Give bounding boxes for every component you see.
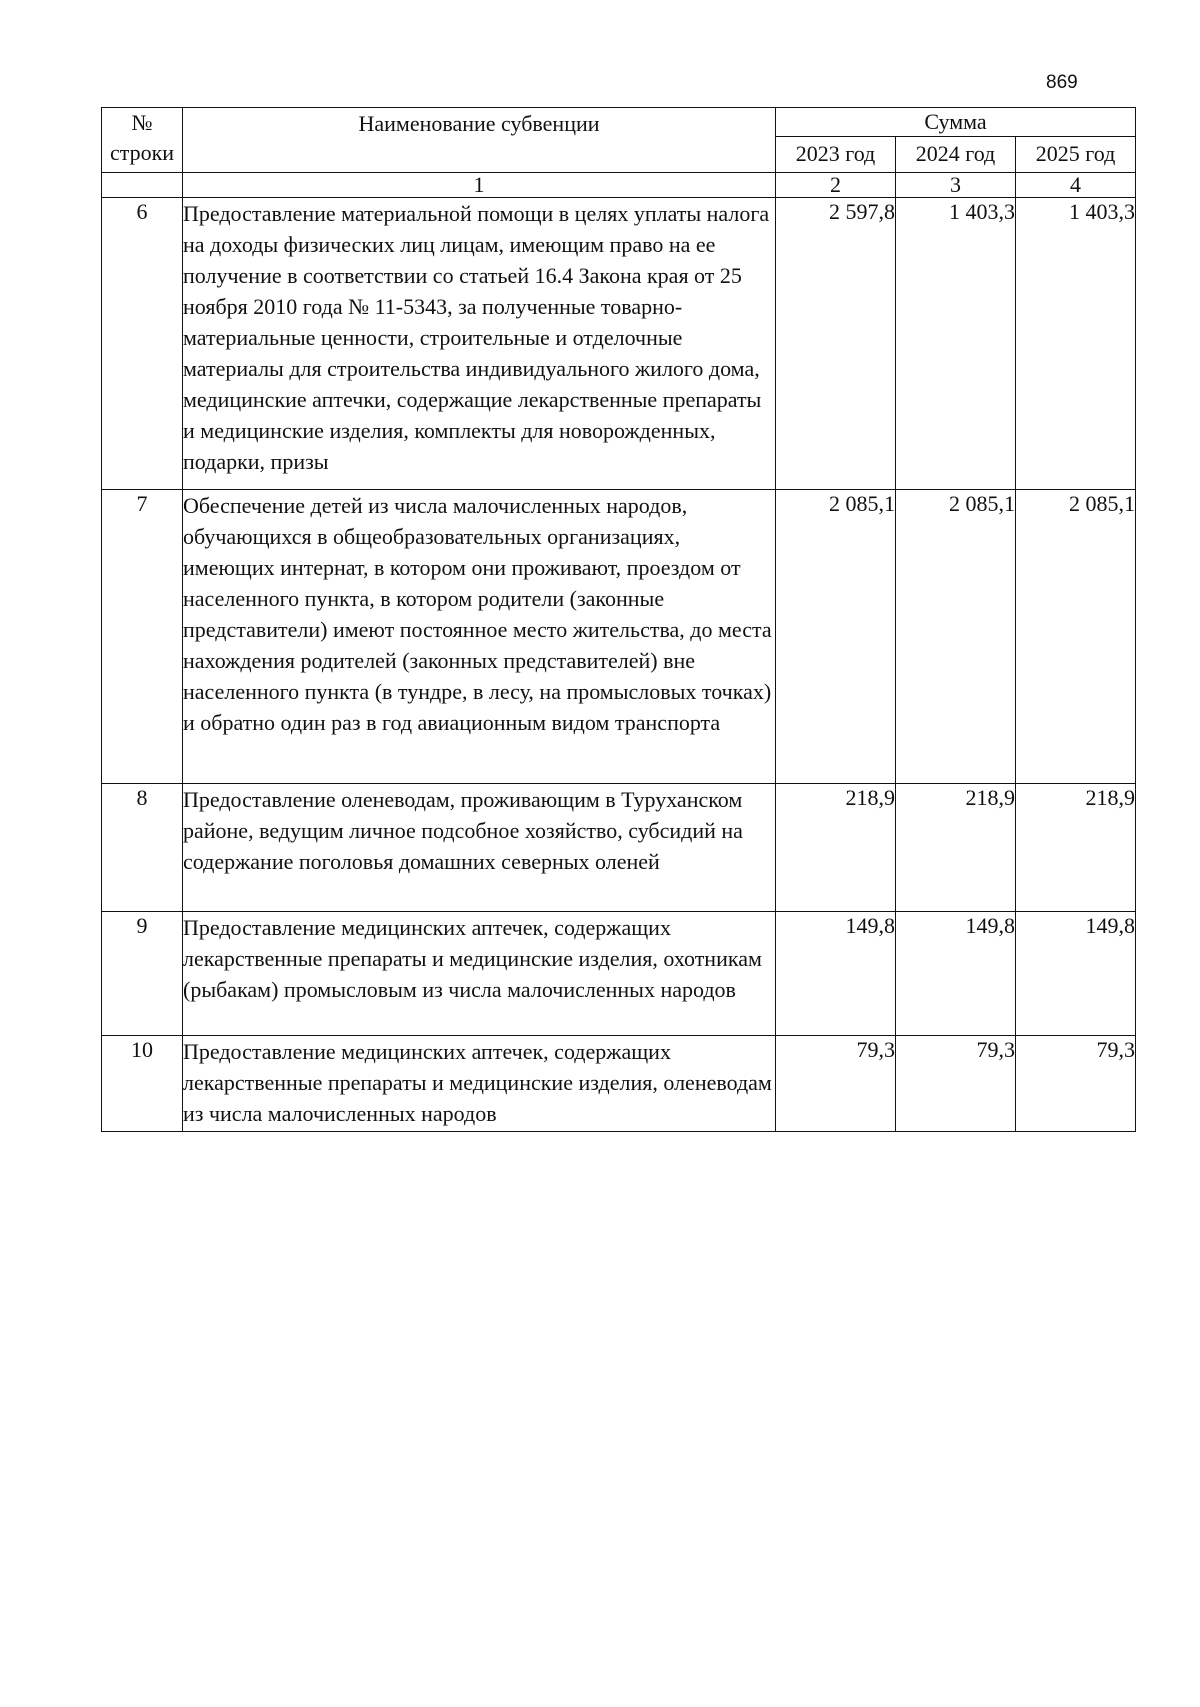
column-index: 3 <box>896 173 1016 198</box>
row-number: 7 <box>102 490 183 784</box>
amount-2025: 149,8 <box>1016 912 1136 1036</box>
amount-2025: 2 085,1 <box>1016 490 1136 784</box>
amount-2024: 1 403,3 <box>896 198 1016 490</box>
amount-2023: 149,8 <box>776 912 896 1036</box>
amount-2025: 79,3 <box>1016 1036 1136 1132</box>
amount-2023: 2 085,1 <box>776 490 896 784</box>
table-row <box>102 198 1136 490</box>
column-index-row <box>102 173 1136 198</box>
column-index: 4 <box>1016 173 1136 198</box>
table-row <box>102 912 1136 1036</box>
column-index: 2 <box>776 173 896 198</box>
amount-2024: 149,8 <box>896 912 1016 1036</box>
amount-2023: 79,3 <box>776 1036 896 1132</box>
subvention-name: Предоставление оленеводам, проживающим в Туруханском районе, ведущим личное подсобное хозяйство, субсидий на содержание поголовья домашних северных оленей <box>183 784 776 912</box>
subvention-name: Предоставление медицинских аптечек, содержащих лекарственные препараты и медицинские изделия, охотникам (рыбакам) промысловым из числа малочисленных народов <box>183 912 776 1036</box>
subventions-table <box>101 107 1136 1132</box>
table-row <box>102 784 1136 912</box>
amount-2024: 218,9 <box>896 784 1016 912</box>
year-header-2023: 2023 год <box>776 137 896 173</box>
row-number: 6 <box>102 198 183 490</box>
column-index: 1 <box>183 173 776 198</box>
subvention-name: Предоставление медицинских аптечек, содержащих лекарственные препараты и медицинские изделия, оленеводам из числа малочисленных народов <box>183 1036 776 1132</box>
amount-2024: 79,3 <box>896 1036 1016 1132</box>
year-header-2024: 2024 год <box>896 137 1016 173</box>
row-number: 8 <box>102 784 183 912</box>
row-number-header: № строки <box>102 108 183 173</box>
year-header-2025: 2025 год <box>1016 137 1136 173</box>
row-number: 9 <box>102 912 183 1036</box>
subvention-name-header: Наименование субвенции <box>183 108 776 173</box>
sum-header: Сумма <box>776 108 1136 137</box>
amount-2025: 218,9 <box>1016 784 1136 912</box>
table-row <box>102 490 1136 784</box>
subvention-name: Обеспечение детей из числа малочисленных народов, обучающихся в общеобразовательных организациях, имеющих интернат, в котором они проживают, проездом от населенного пункта, в котором родители (законные представители) имеют постоянное место жительства, до места нахождения родителей (законных представителей) вне населенного пункта (в тундре, в лесу, на промысловых точках) и обратно один раз в год авиационным видом транспорта <box>183 490 776 784</box>
amount-2025: 1 403,3 <box>1016 198 1136 490</box>
amount-2023: 218,9 <box>776 784 896 912</box>
column-index-blank <box>102 173 183 198</box>
amount-2023: 2 597,8 <box>776 198 896 490</box>
amount-2024: 2 085,1 <box>896 490 1016 784</box>
page-number: 869 <box>1046 72 1078 93</box>
header-row-top <box>102 108 1136 137</box>
subvention-name: Предоставление материальной помощи в целях уплаты налога на доходы физических лиц лицам, имеющим право на ее получение в соответствии со статьей 16.4 Закона края от 25 ноября 2010 года № 11-5343, за полученные товарно-материальные ценности, строительные и отделочные материалы для строительства индивидуального жилого дома, медицинские аптечки, содержащие лекарственные препараты и медицинские изделия, комплекты для новорожденных, подарки, призы <box>183 198 776 490</box>
row-number: 10 <box>102 1036 183 1132</box>
table-row <box>102 1036 1136 1132</box>
